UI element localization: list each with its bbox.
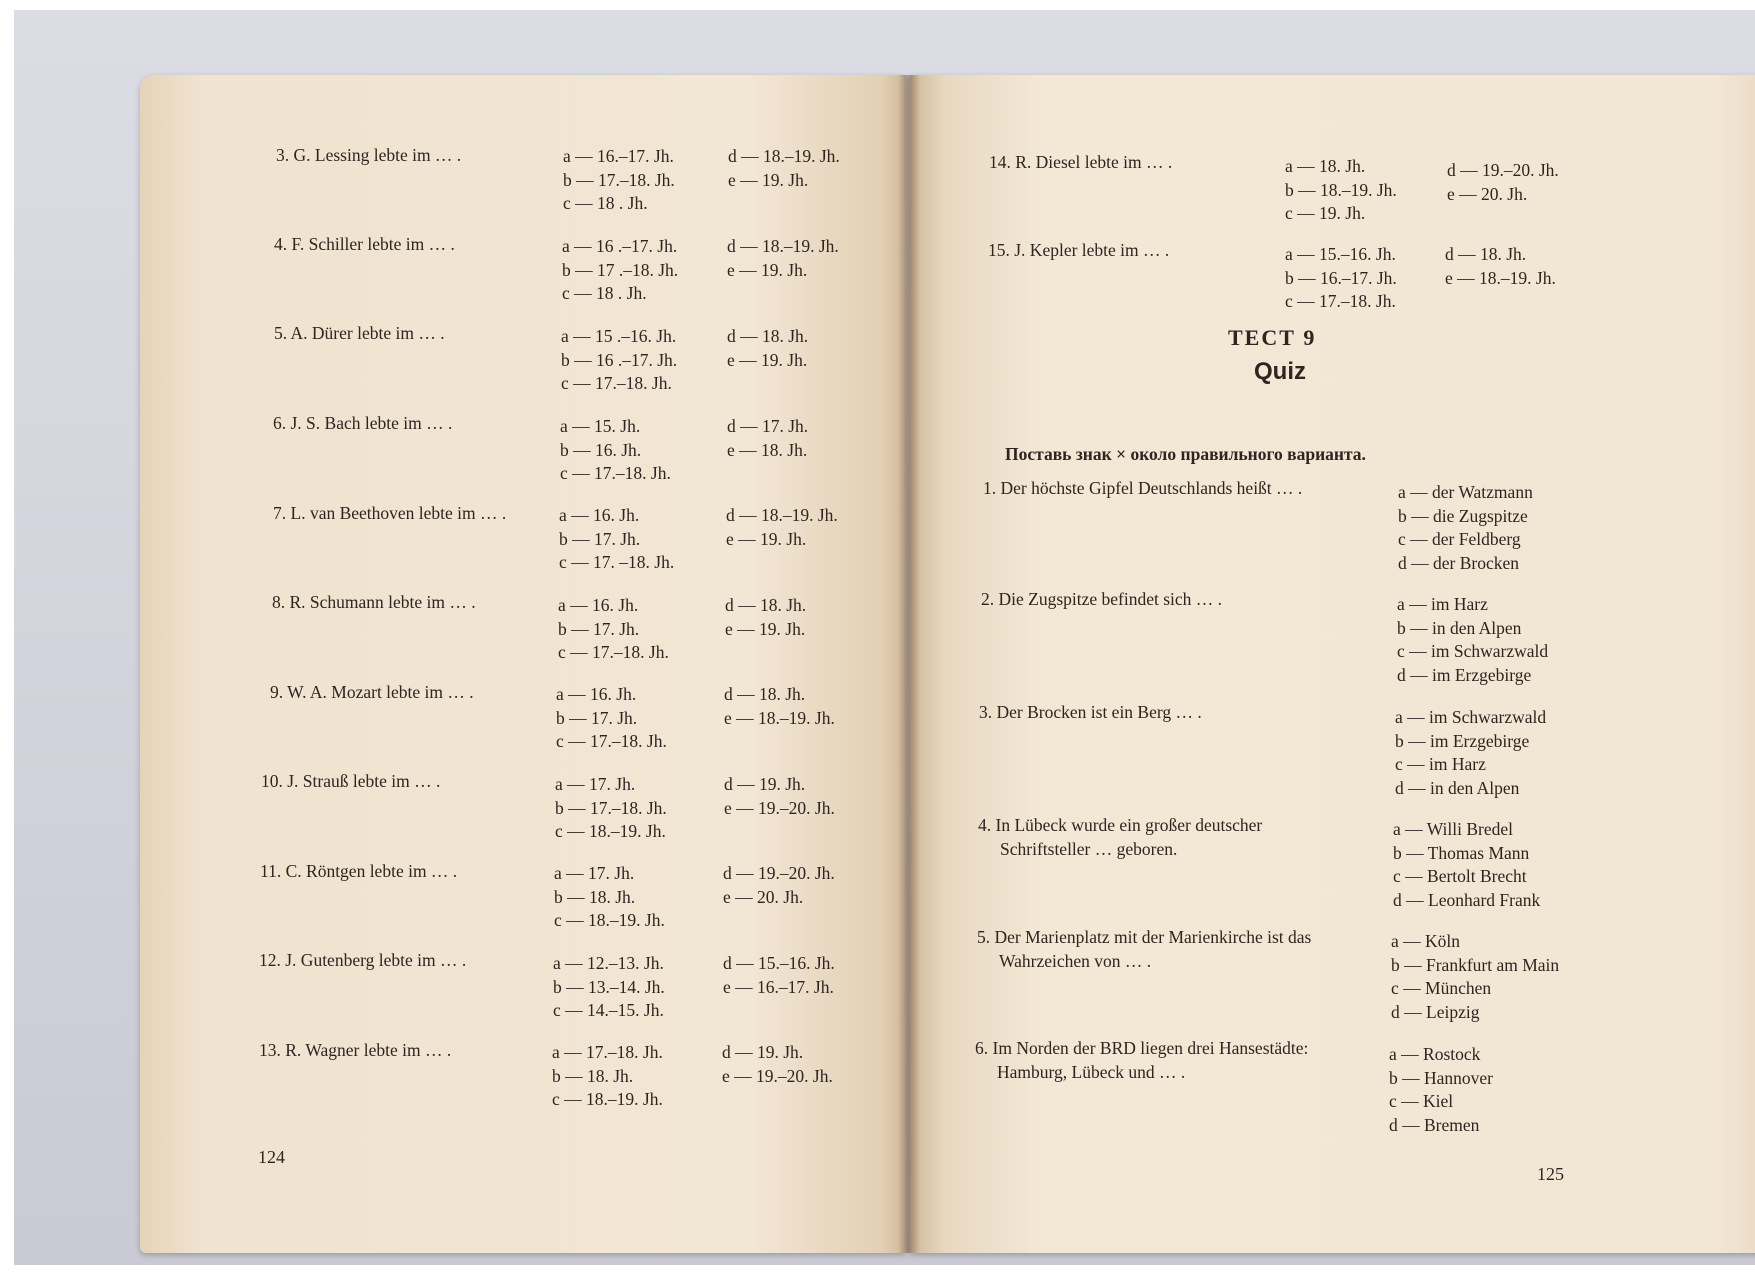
option: a — 16. Jh.	[558, 595, 639, 615]
option: b — 18. Jh.	[552, 1065, 634, 1086]
question: 10. J. Strauß lebte im … .	[261, 771, 441, 791]
question-line: Schriftsteller … geboren.	[1000, 839, 1178, 859]
option: c — im Harz	[1395, 754, 1486, 774]
question-line: 2. Die Zugspitze befindet sich … .	[981, 589, 1223, 609]
option: c — 17. –18. Jh.	[559, 552, 675, 572]
option: c — im Schwarzwald	[1397, 641, 1549, 661]
quiz-question	[978, 813, 1262, 861]
quiz-options	[1393, 818, 1540, 912]
option: d — im Erzgebirge	[1397, 664, 1532, 685]
option: b — im Erzgebirge	[1395, 730, 1530, 751]
options-col-1	[555, 773, 667, 844]
options-col-2	[727, 325, 808, 372]
option: a — 18. Jh.	[1285, 156, 1366, 176]
quiz-options	[1397, 593, 1548, 687]
quiz-title: Quiz	[1254, 358, 1306, 385]
book-gutter	[898, 75, 920, 1253]
option: c — 17.–18. Jh.	[1285, 291, 1396, 311]
option: e — 19. Jh.	[726, 528, 807, 549]
option: b — 16.–17. Jh.	[1285, 267, 1397, 288]
option: b — Hannover	[1389, 1067, 1494, 1088]
options-col-1	[554, 862, 665, 933]
options-col-2	[726, 504, 838, 551]
option: d — in den Alpen	[1395, 777, 1520, 798]
option: c — München	[1391, 978, 1492, 998]
option: c — 17.–18. Jh.	[560, 463, 671, 483]
options-col-1	[562, 235, 678, 306]
option: b — in den Alpen	[1397, 617, 1522, 638]
option: e — 19. Jh.	[728, 169, 809, 190]
option: b — 16. Jh.	[560, 439, 642, 460]
question: 7. L. van Beethoven lebte im … .	[273, 503, 507, 523]
options-col-2	[722, 1041, 833, 1088]
option: e — 19. Jh.	[727, 259, 808, 280]
question: 15. J. Kepler lebte im … .	[988, 240, 1170, 260]
option: d — 18. Jh.	[724, 684, 806, 704]
options-col-2	[1447, 159, 1559, 206]
options-col-2	[724, 683, 835, 730]
option: a — im Harz	[1397, 594, 1488, 614]
option: d — Leipzig	[1391, 1001, 1480, 1022]
option: c — 17.–18. Jh.	[556, 731, 667, 751]
option: e — 19.–20. Jh.	[724, 797, 835, 818]
option: e — 16.–17. Jh.	[723, 976, 834, 997]
option: b — 17. Jh.	[558, 618, 640, 639]
option: d — 18. Jh.	[1445, 244, 1527, 264]
question: 12. J. Gutenberg lebte im … .	[259, 950, 467, 970]
option: d — Leonhard Frank	[1393, 889, 1541, 910]
option: e — 19. Jh.	[727, 349, 808, 370]
question: 8. R. Schumann lebte im … .	[272, 592, 476, 612]
options-col-2	[728, 145, 840, 192]
question-line: Hamburg, Lübeck und … .	[997, 1062, 1186, 1082]
option: c — 18.–19. Jh.	[555, 821, 666, 841]
option: e — 18.–19. Jh.	[724, 707, 835, 728]
option: c — Bertolt Brecht	[1393, 866, 1527, 886]
option: d — 18. Jh.	[725, 595, 807, 615]
option: e — 18. Jh.	[727, 439, 808, 460]
option: a — 15 .–16. Jh.	[561, 326, 677, 346]
options-col-2	[727, 235, 839, 282]
option: c — 18.–19. Jh.	[554, 910, 665, 930]
question: 4. F. Schiller lebte im … .	[274, 234, 455, 254]
options-col-1	[561, 325, 677, 396]
option: a — Willi Bredel	[1393, 819, 1513, 839]
options-col-1	[552, 1041, 663, 1112]
options-col-2	[723, 952, 835, 999]
option: a — 15.–16. Jh.	[1285, 244, 1396, 264]
question: 6. J. S. Bach lebte im … .	[273, 413, 453, 433]
option: b — 18. Jh.	[554, 886, 636, 907]
options-col-1	[559, 504, 674, 575]
option: d — 17. Jh.	[727, 416, 809, 436]
option: c — Kiel	[1389, 1091, 1454, 1111]
option: b — die Zugspitze	[1398, 505, 1528, 526]
instruction: Поставь знак × около правильного варианта.	[1005, 444, 1366, 464]
question-line: 6. Im Norden der BRD liegen drei Hansestädte:	[975, 1038, 1309, 1058]
question-line: 3. Der Brocken ist ein Berg … .	[979, 702, 1202, 722]
option: b — 18.–19. Jh.	[1285, 179, 1397, 200]
option: d — 19.–20. Jh.	[723, 863, 835, 883]
option: a — 12.–13. Jh.	[553, 953, 664, 973]
options-col-2	[1445, 243, 1556, 290]
option: c — 14.–15. Jh.	[553, 1000, 664, 1020]
option: a — 16 .–17. Jh.	[562, 236, 678, 256]
option: d — 18.–19. Jh.	[726, 505, 838, 525]
question-line: 5. Der Marienplatz mit der Marienkirche ist das	[977, 927, 1312, 947]
option: a — im Schwarzwald	[1395, 707, 1547, 727]
option: e — 18.–19. Jh.	[1445, 267, 1556, 288]
option: a — 16. Jh.	[556, 684, 637, 704]
option: b — Thomas Mann	[1393, 842, 1530, 863]
option: d — 18.–19. Jh.	[728, 146, 840, 166]
option: d — 18. Jh.	[727, 326, 809, 346]
option: d — 19.–20. Jh.	[1447, 160, 1559, 180]
option: e — 19.–20. Jh.	[722, 1065, 833, 1086]
option: d — 18.–19. Jh.	[727, 236, 839, 256]
options-col-1	[563, 145, 675, 216]
options-col-2	[725, 594, 806, 641]
option: c — 17.–18. Jh.	[558, 642, 669, 662]
options-col-1	[558, 594, 669, 665]
question: 14. R. Diesel lebte im … .	[989, 152, 1173, 172]
option: c — 19. Jh.	[1285, 203, 1366, 223]
option: a — 15. Jh.	[560, 416, 641, 436]
option: e — 19. Jh.	[725, 618, 806, 639]
option: b — 17.–18. Jh.	[555, 797, 667, 818]
option: a — 17.–18. Jh.	[552, 1042, 663, 1062]
option: a — 17. Jh.	[554, 863, 635, 883]
option: a — 17. Jh.	[555, 774, 636, 794]
option: d — 15.–16. Jh.	[723, 953, 835, 973]
question-line: 4. In Lübeck wurde ein großer deutscher	[978, 815, 1263, 835]
option: b — 17 .–18. Jh.	[562, 259, 679, 280]
option: a — Köln	[1391, 931, 1461, 951]
option: c — 18.–19. Jh.	[552, 1089, 663, 1109]
options-col-1	[560, 415, 671, 486]
option: c — der Feldberg	[1398, 529, 1521, 549]
options-col-1	[556, 683, 667, 754]
page-number: 124	[258, 1147, 285, 1167]
option: b — 17.–18. Jh.	[563, 169, 675, 190]
options-col-2	[723, 862, 835, 909]
question: 9. W. A. Mozart lebte im … .	[270, 682, 474, 702]
option: d — Bremen	[1389, 1114, 1480, 1135]
quiz-question	[979, 700, 1202, 724]
options-col-1	[1285, 155, 1397, 226]
option: d — der Brocken	[1398, 552, 1520, 573]
option: d — 19. Jh.	[722, 1042, 804, 1062]
option: a — 16.–17. Jh.	[563, 146, 674, 166]
option: c — 17.–18. Jh.	[561, 373, 672, 393]
quiz-options	[1389, 1043, 1493, 1137]
quiz-question	[975, 1036, 1308, 1084]
page-number: 125	[1537, 1164, 1564, 1184]
quiz-question	[983, 476, 1302, 500]
quiz-question	[977, 925, 1311, 973]
option: c — 18 . Jh.	[562, 283, 647, 303]
option: a — Rostock	[1389, 1044, 1481, 1064]
option: a — 16. Jh.	[559, 505, 640, 525]
options-col-2	[727, 415, 808, 462]
option: e — 20. Jh.	[723, 886, 804, 907]
option: e — 20. Jh.	[1447, 183, 1528, 204]
test-title: ТЕСТ 9	[1228, 325, 1317, 350]
quiz-options	[1398, 481, 1533, 575]
question-line: 1. Der höchste Gipfel Deutschlands heißt … .	[983, 478, 1303, 498]
option: b — 17. Jh.	[556, 707, 638, 728]
quiz-options	[1395, 706, 1546, 800]
quiz-options	[1391, 930, 1559, 1024]
option: d — 19. Jh.	[724, 774, 806, 794]
quiz-question	[981, 587, 1222, 611]
question: 3. G. Lessing lebte im … .	[276, 145, 462, 165]
question: 13. R. Wagner lebte im … .	[259, 1040, 452, 1060]
option: a — der Watzmann	[1398, 482, 1533, 502]
option: c — 18 . Jh.	[563, 193, 648, 213]
question: 11. C. Röntgen lebte im … .	[260, 861, 458, 881]
option: b — 17. Jh.	[559, 528, 641, 549]
options-col-1	[1285, 243, 1397, 314]
option: b — 16 .–17. Jh.	[561, 349, 678, 370]
question: 5. A. Dürer lebte im … .	[274, 323, 445, 343]
options-col-2	[724, 773, 835, 820]
question-line: Wahrzeichen von … .	[999, 951, 1152, 971]
options-col-1	[553, 952, 665, 1023]
option: b — Frankfurt am Main	[1391, 954, 1560, 975]
option: b — 13.–14. Jh.	[553, 976, 665, 997]
